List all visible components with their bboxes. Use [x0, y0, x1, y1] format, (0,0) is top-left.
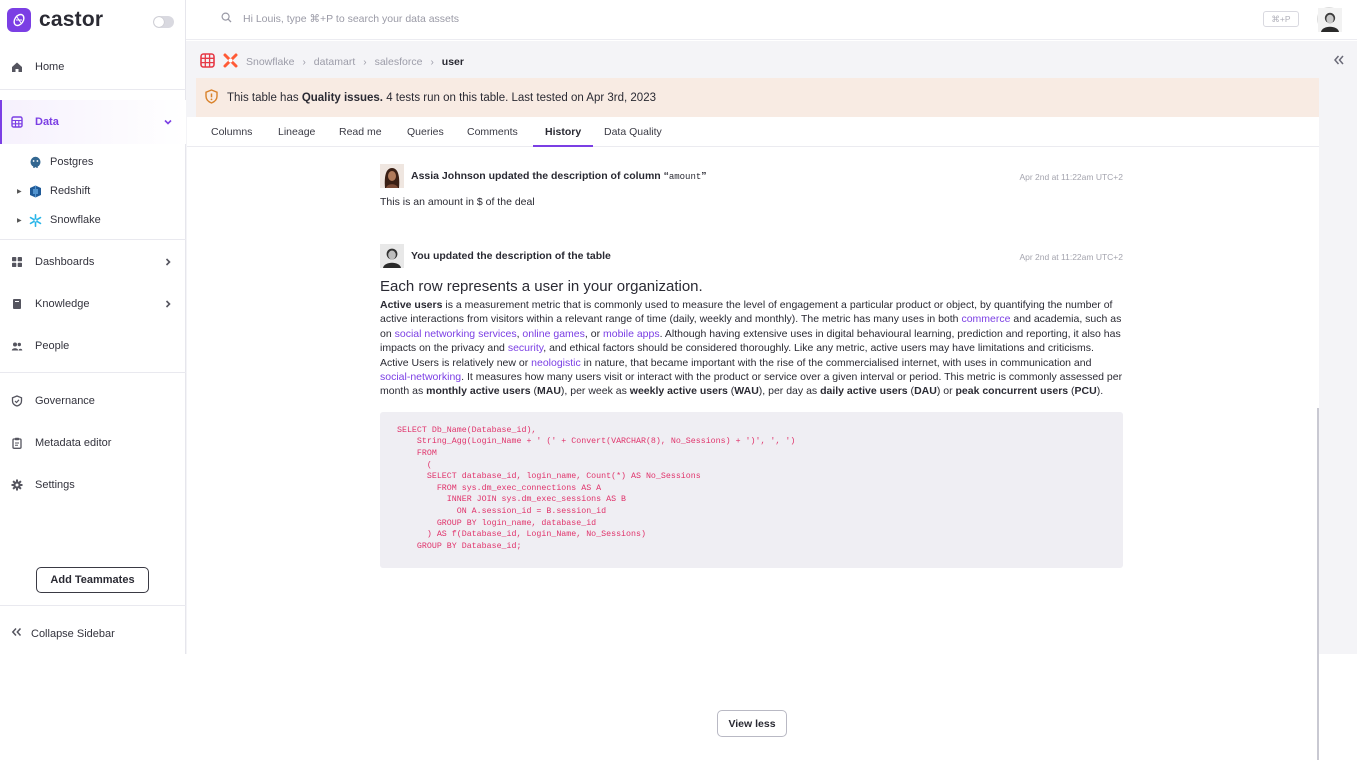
sidebar-item-label: Settings [35, 479, 75, 491]
desc-text: , or [584, 327, 603, 340]
search-placeholder: Hi Louis, type ⌘+P to search your data assets [243, 13, 460, 25]
clipboard-icon [11, 437, 23, 449]
view-less-button[interactable]: View less [717, 710, 787, 737]
avatar [380, 164, 404, 188]
sidebar-item-label: Dashboards [35, 256, 95, 268]
event-header [380, 244, 1123, 268]
desc-link[interactable]: security [507, 342, 544, 355]
sql-code: SELECT Db_Name(Database_id), String_Agg(Login_Name + ' (' + Convert(VARCHAR(8), No_Sessions) + ')', ', ') FROM ( SELECT database_id, login_name, Count(*) AS No_Sessions FROM sys.dm_exec_connections AS A INNER JOIN sys.dm_exec_sessions AS B ON A.session_id = B.session_id GROUP BY login_name, database_id ) AS f(Database_id, Login_Name, No_Sessions) GROUP BY Database_id; [397, 425, 796, 551]
event-header [380, 164, 1123, 188]
tab-lineage[interactable]: Lineage [278, 126, 316, 138]
theme-toggle[interactable] [153, 16, 174, 28]
tab-comments[interactable]: Comments [467, 126, 518, 138]
desc-bold: peak concurrent users [955, 385, 1069, 398]
user-avatar[interactable] [1317, 7, 1341, 31]
column-name: amount [668, 172, 702, 182]
sidebar-item-dashboards[interactable] [0, 251, 186, 273]
desc-bold: PCU [1074, 385, 1097, 398]
sidebar-source-redshift[interactable] [0, 182, 186, 200]
history-event [380, 164, 1123, 208]
tab-data-quality[interactable]: Data Quality [604, 126, 662, 138]
desc-text: ), per week as [560, 385, 630, 398]
desc-text: ), per day as [758, 385, 821, 398]
breadcrumb-separator: › [430, 56, 434, 68]
desc-text: ). [1096, 385, 1104, 398]
sidebar-source-label: Postgres [50, 156, 94, 168]
postgres-icon [29, 156, 42, 169]
desc-link[interactable]: online games [522, 327, 585, 340]
warning-shield-icon [204, 89, 219, 107]
breadcrumb-item[interactable]: datamart [313, 56, 356, 68]
sidebar-item-label: Home [35, 61, 65, 73]
tab-queries[interactable]: Queries [407, 126, 444, 138]
desc-text: and academia, such as on [380, 313, 1122, 340]
banner-prefix: This table has [227, 91, 299, 104]
sidebar-item-label: Governance [35, 395, 95, 407]
sidebar-divider [0, 89, 186, 90]
desc-text: , [516, 327, 523, 340]
desc-bold: monthly active users [426, 385, 531, 398]
sidebar-source-snowflake[interactable] [0, 211, 186, 229]
gear-icon [11, 479, 23, 491]
desc-link[interactable]: social networking services [394, 327, 517, 340]
sidebar-item-label: Data [35, 116, 59, 128]
search-shortcut-badge: ⌘+P [1263, 11, 1299, 27]
sidebar-divider [0, 239, 186, 240]
desc-text: ) or [936, 385, 956, 398]
double-chevron-left-icon [1333, 54, 1345, 66]
tab-bar [187, 117, 1319, 147]
topbar [186, 0, 1357, 40]
desc-bold: WAU [734, 385, 759, 398]
desc-text: , and ethical factors should be considered thoroughly. Like any metric, active users may have limitations and criticisms. Active Users is relatively new or [380, 342, 1094, 369]
sidebar-item-people[interactable] [0, 335, 186, 357]
event-time: Apr 2nd at 11:22am UTC+2 [1019, 252, 1123, 262]
sidebar-item-settings[interactable] [0, 474, 186, 496]
desc-bold: weekly active users [629, 385, 728, 398]
caret-right-icon[interactable]: ▶ [17, 217, 22, 224]
sidebar-item-home[interactable] [0, 56, 186, 78]
desc-text: ( [727, 385, 735, 398]
banner-text [227, 92, 656, 104]
scrollbar[interactable] [1317, 408, 1319, 760]
desc-text: ( [907, 385, 915, 398]
breadcrumb [200, 53, 464, 71]
dashboard-icon [11, 256, 23, 268]
desc-text: ( [1068, 385, 1075, 398]
description-paragraph [380, 298, 1123, 399]
quality-issues-banner [196, 78, 1319, 117]
book-icon [11, 298, 23, 310]
history-panel [187, 147, 1319, 730]
sidebar-item-data[interactable] [0, 100, 186, 144]
sidebar-item-governance[interactable] [0, 390, 186, 412]
search-icon [221, 12, 232, 26]
desc-text: in nature, that became important with the rise of the commercialised internet, with uses in communication and [580, 356, 1092, 369]
logo[interactable] [7, 8, 103, 32]
people-icon [11, 340, 23, 352]
collapse-panel-button[interactable] [1333, 53, 1345, 69]
event-description: This is an amount in $ of the deal [380, 196, 535, 208]
sidebar-divider [0, 605, 186, 606]
sidebar-source-label: Redshift [50, 185, 91, 197]
breadcrumb-current: user [441, 56, 464, 68]
desc-bold: daily active users [820, 385, 908, 398]
code-block [380, 412, 1123, 568]
desc-bold: MAU [537, 385, 561, 398]
tab-readme[interactable]: Read me [339, 126, 382, 138]
main-content [186, 41, 1357, 730]
banner-suffix: 4 tests run on this table. Last tested on Apr 3rd, 2023 [386, 91, 656, 104]
shield-icon [11, 395, 23, 407]
desc-bold: Active users [380, 299, 443, 311]
sidebar-source-label: Snowflake [50, 214, 101, 226]
breadcrumb-item[interactable]: Snowflake [246, 56, 295, 68]
tab-columns[interactable]: Columns [211, 126, 253, 138]
chevron-right-icon [163, 299, 173, 309]
quality-x-icon [223, 53, 238, 71]
caret-right-icon[interactable]: ▶ [17, 188, 22, 195]
snowflake-icon [29, 214, 42, 227]
castor-logo-icon [7, 8, 31, 32]
double-chevron-left-icon [11, 627, 22, 640]
desc-text: . Although having extensive uses in digital behavioural learning, prediction and reporting, it also has impacts on the privacy and [380, 327, 1121, 355]
table-icon [11, 116, 23, 128]
search-input[interactable] [221, 12, 459, 26]
sidebar-source-postgres[interactable] [0, 153, 186, 171]
desc-bold: DAU [914, 385, 937, 398]
app-name: castor [39, 8, 104, 31]
chevron-down-icon [163, 117, 173, 127]
event-title-end: ” [701, 170, 707, 182]
sidebar-item-label: People [35, 340, 70, 352]
description-heading: Each row represents a user in your organization. [380, 278, 703, 295]
desc-link[interactable]: mobile apps [602, 327, 660, 340]
history-event [380, 244, 1123, 568]
breadcrumb-separator: › [363, 56, 367, 68]
sidebar [0, 0, 186, 654]
collapse-sidebar-label: Collapse Sidebar [31, 627, 115, 640]
breadcrumb-separator: › [302, 56, 306, 68]
desc-link[interactable]: neologistic [531, 356, 581, 369]
sidebar-item-knowledge[interactable] [0, 293, 186, 315]
event-title-text: Assia Johnson updated the description of column “ [411, 170, 669, 182]
event-title: You updated the description of the table [411, 250, 611, 262]
desc-link[interactable]: commerce [961, 313, 1011, 326]
sidebar-item-label: Knowledge [35, 298, 90, 310]
collapse-sidebar-button[interactable] [11, 627, 115, 640]
event-title [411, 170, 707, 182]
home-icon [11, 61, 23, 73]
sidebar-divider [0, 372, 186, 373]
chevron-right-icon [163, 257, 173, 267]
event-time: Apr 2nd at 11:22am UTC+2 [1019, 172, 1123, 182]
desc-text: ( [530, 385, 537, 398]
avatar [380, 244, 404, 268]
redshift-icon [29, 185, 42, 198]
sidebar-item-metadata-editor[interactable] [0, 432, 186, 454]
desc-link[interactable]: social-networking [380, 371, 462, 384]
add-teammates-button[interactable]: Add Teammates [36, 567, 149, 593]
tab-history[interactable]: History [533, 117, 593, 147]
desc-text: . It measures how many users visit or interact with the product or service over a given interval or period. This metric is commonly assessed per month as [380, 371, 1123, 398]
desc-text: is a measurement metric that is commonly used to measure the level of engagement a particular product or object, by quantifying the number of active interactions from visitors within a relevant range of time (daily, weekly and monthly). The metric has many uses in both [380, 299, 1113, 326]
table-type-icon [200, 53, 215, 71]
banner-strong: Quality issues. [301, 91, 383, 104]
breadcrumb-item[interactable]: salesforce [374, 56, 423, 68]
sidebar-item-label: Metadata editor [35, 437, 112, 449]
